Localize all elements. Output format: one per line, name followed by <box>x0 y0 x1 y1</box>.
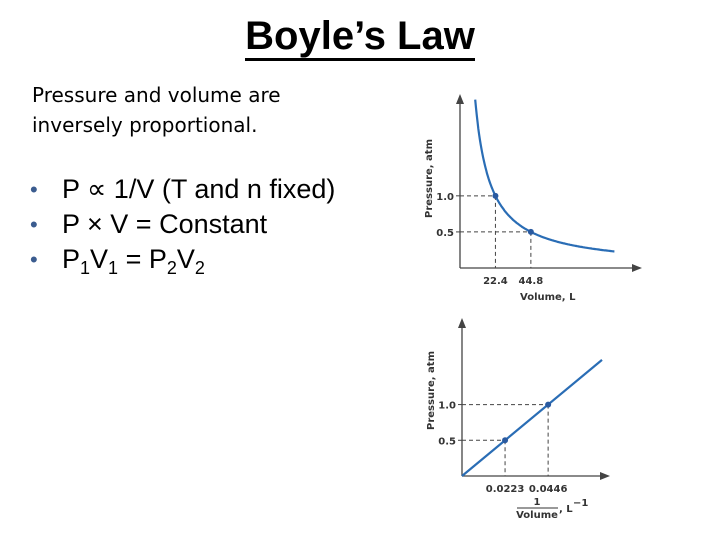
bullet-dot-icon: • <box>30 212 38 237</box>
chart2-x-label-denominator: Volume <box>516 510 558 521</box>
chart2-y-arrow-icon <box>458 318 466 328</box>
chart1-x-arrow-icon <box>632 264 642 272</box>
bullet-formula: $P_1V_1 = P_2V_2$ <box>62 244 205 278</box>
chart1-y-tick-label: 1.0 <box>436 191 454 203</box>
chart1-y-label: Pressure, atm <box>424 138 435 218</box>
chart2-y-tick-label: 1.0 <box>438 400 456 412</box>
chart2-x-label-unit: , L <box>559 504 573 515</box>
chart1-y-tick-label: 0.5 <box>436 227 454 239</box>
bullet-dot-icon: • <box>30 177 38 202</box>
chart1-y-arrow-icon <box>456 94 464 104</box>
chart2-point <box>545 402 551 408</box>
chart2-point <box>502 437 508 443</box>
chart2-y-label: Pressure, atm <box>426 350 437 430</box>
chart1-x-tick-label: 22.4 <box>483 276 508 287</box>
chart1-curve <box>475 100 614 252</box>
bullet-text: P × V = Constant <box>62 209 268 239</box>
chart2-x-tick-label: 0.0446 <box>528 484 568 495</box>
chart2-x-label-numerator: 1 <box>533 497 541 508</box>
bullet-text: P ∝ 1/V (T and n fixed) <box>62 174 336 204</box>
chart2-line <box>462 360 602 476</box>
bullet-dot-icon: • <box>30 247 38 272</box>
slide-title-text: Boyle’s Law <box>245 14 475 61</box>
chart1-point <box>528 229 534 235</box>
intro-text: Pressure and volume are inversely proportional. <box>32 83 281 137</box>
chart2-y-tick-label: 0.5 <box>438 436 456 448</box>
chart2-x-label-unit-exponent: −1 <box>573 498 589 509</box>
chart2-x-tick-label: 0.0223 <box>485 484 525 495</box>
chart2-x-arrow-icon <box>600 472 610 480</box>
chart1-point <box>492 193 498 199</box>
chart1-x-label: Volume, L <box>520 292 576 303</box>
chart1-x-tick-label: 44.8 <box>518 276 544 287</box>
